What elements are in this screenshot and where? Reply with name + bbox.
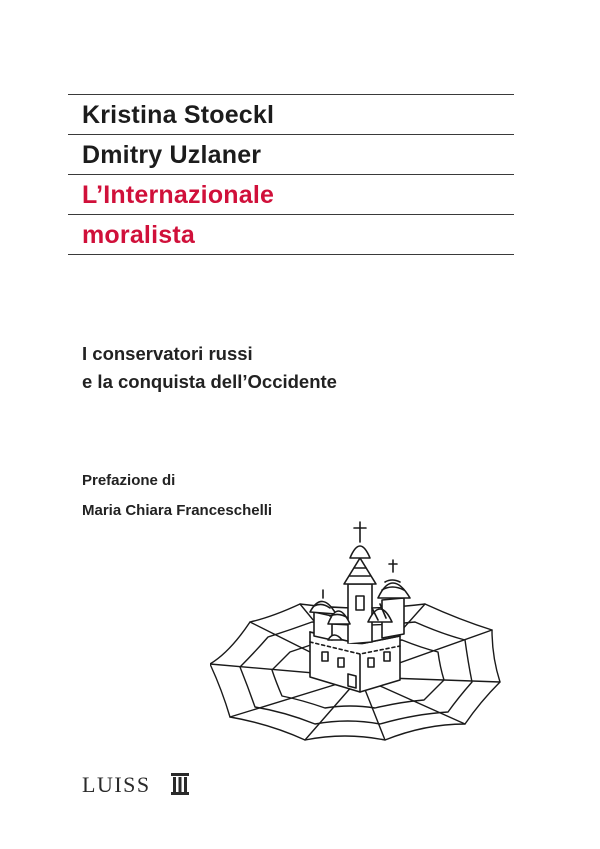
rule-4: [68, 214, 514, 215]
subtitle-line-2: e la conquista dell’Occidente: [82, 371, 337, 392]
rule-3: [68, 174, 514, 175]
author-1: Kristina Stoeckl: [82, 101, 275, 129]
preface-author: Maria Chiara Franceschelli: [82, 502, 273, 519]
book-subtitle: [82, 340, 337, 396]
author-2: Dmitry Uzlaner: [82, 141, 262, 169]
subtitle-line-1: I conservatori russi: [82, 343, 253, 364]
publisher-name: LUISS: [82, 772, 151, 797]
kremlin-cathedral-on-spiderweb: [210, 512, 510, 742]
book-title-line-2: moralista: [82, 221, 195, 249]
publisher-column-icon: [170, 772, 190, 796]
book-title-line-1: L’Internazionale: [82, 181, 275, 209]
rule-1: [68, 94, 514, 95]
rule-5: [68, 254, 514, 255]
cathedral: [310, 522, 410, 692]
rule-2: [68, 134, 514, 135]
preface-label: Prefazione di: [82, 472, 176, 489]
